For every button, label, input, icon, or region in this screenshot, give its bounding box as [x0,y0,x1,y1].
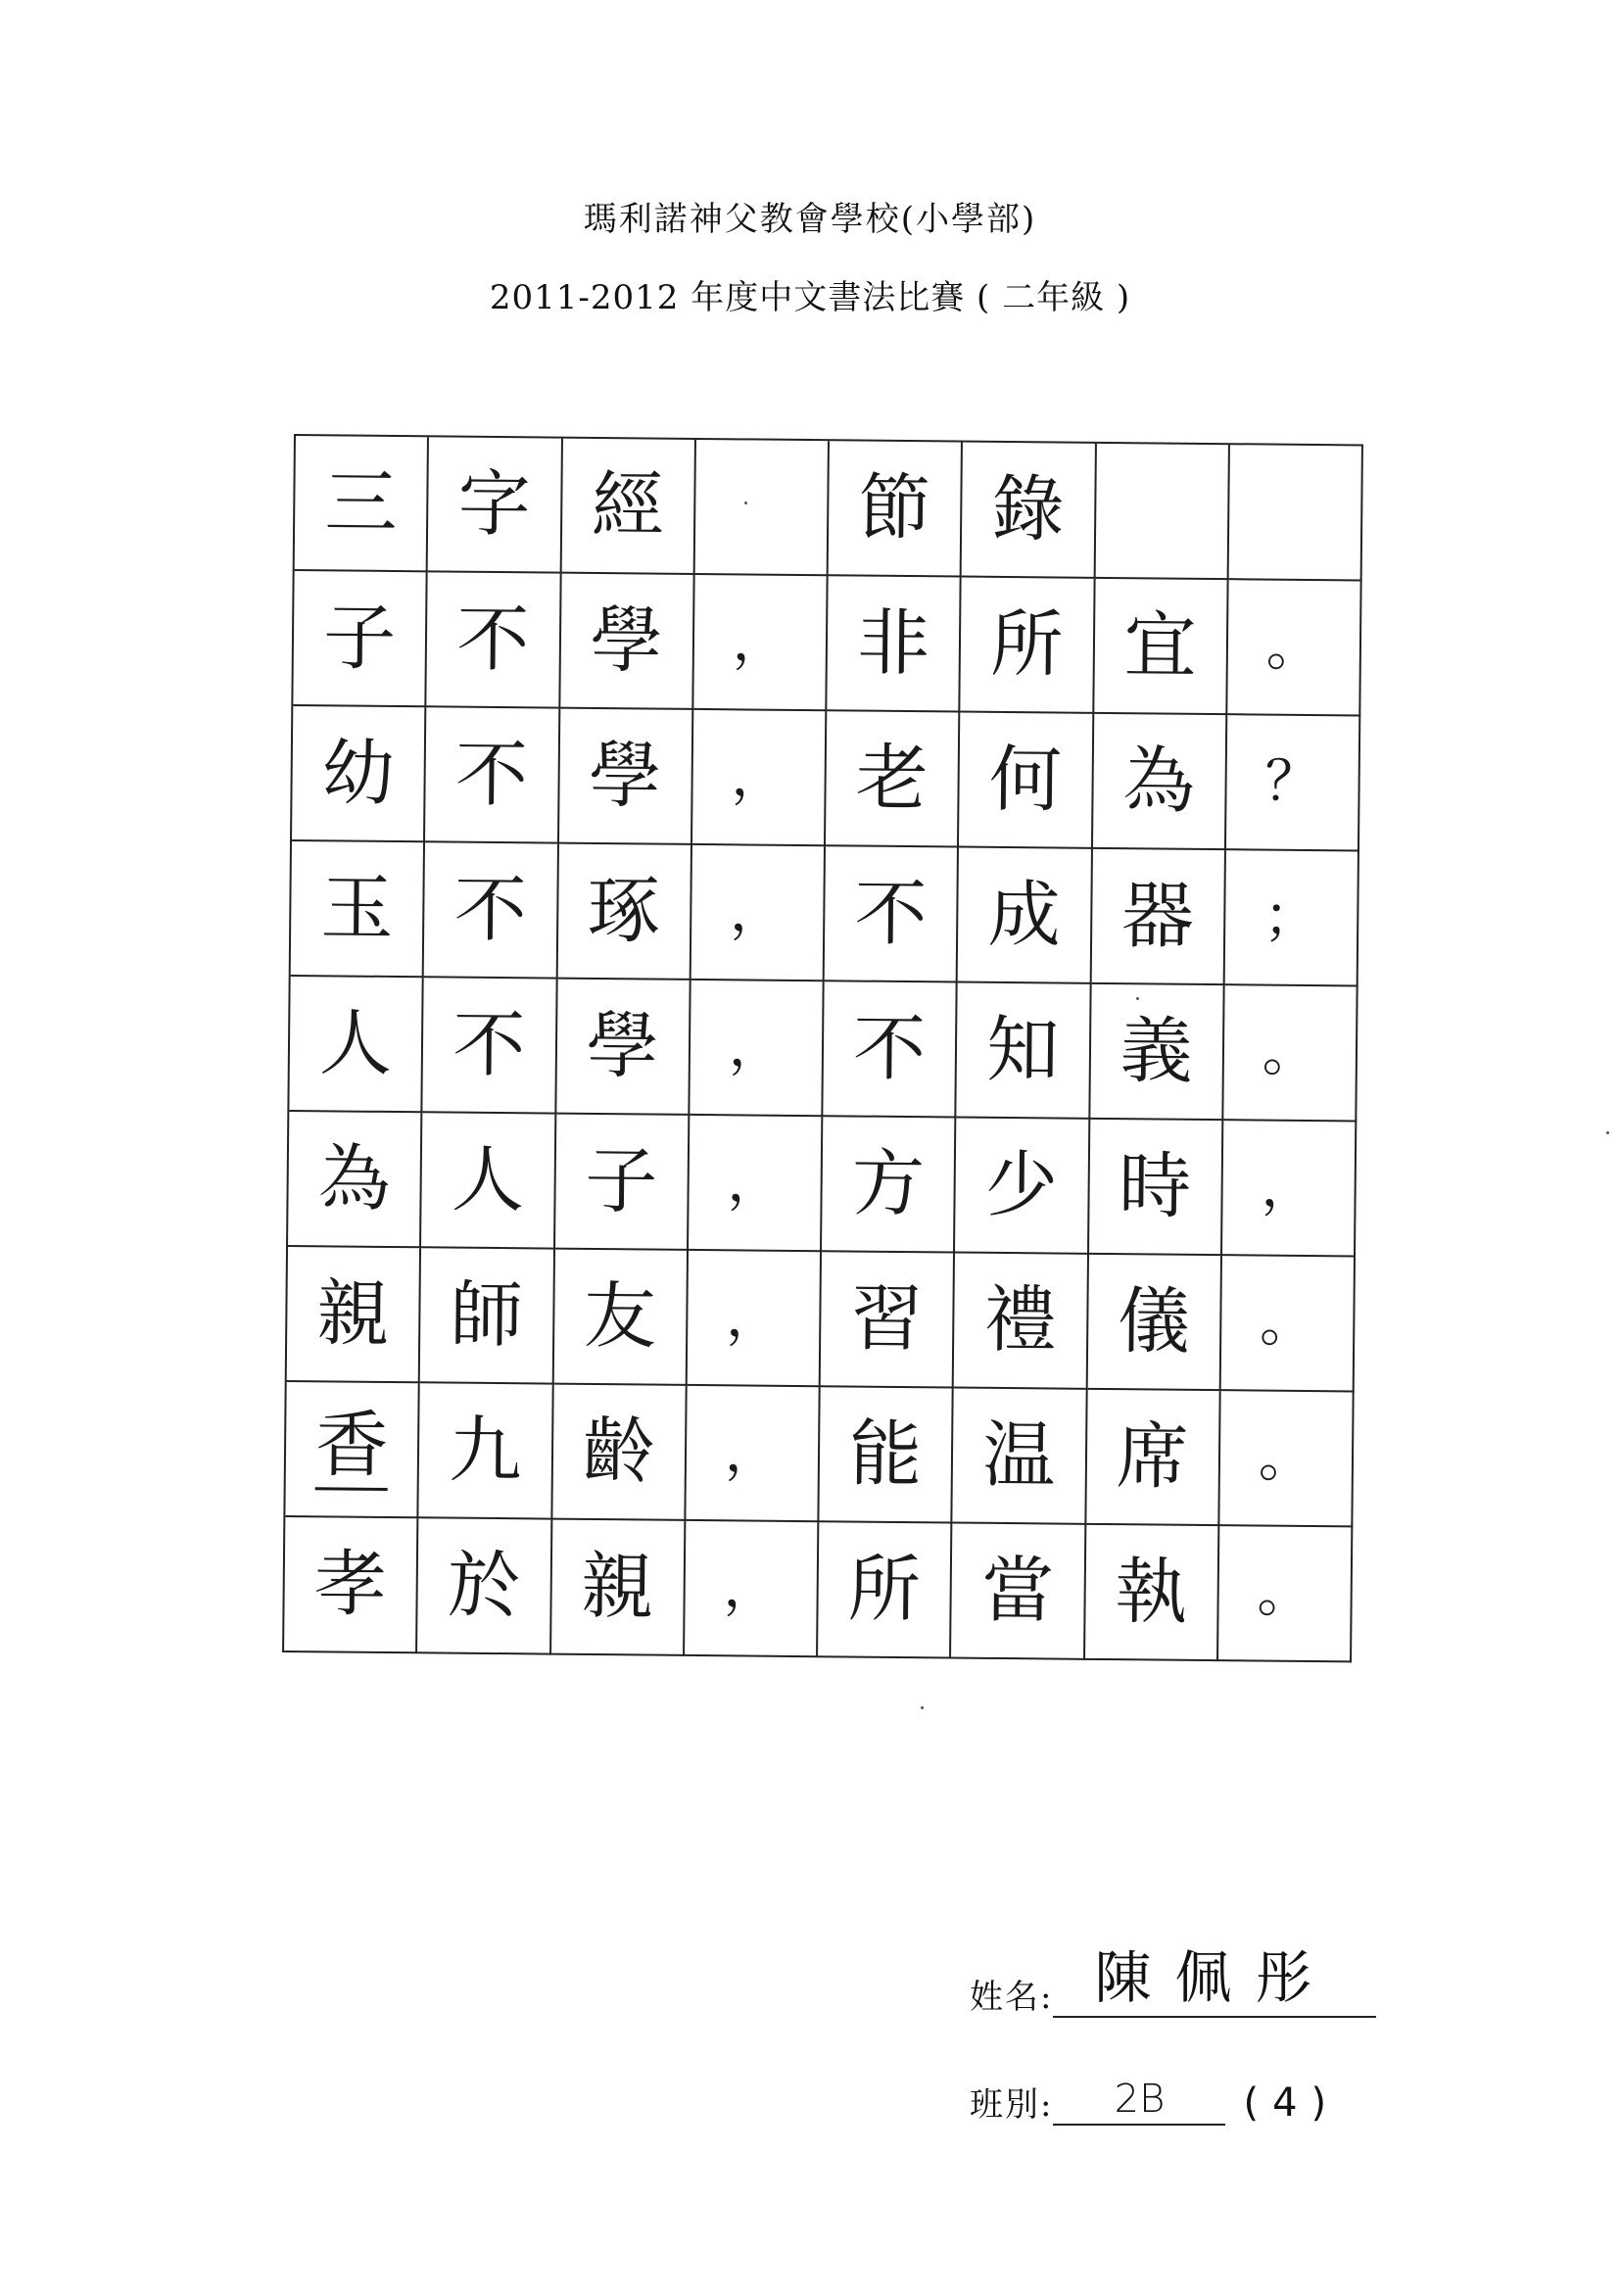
grid-char: 子 [322,596,397,682]
grid-char: 錄 [991,466,1066,552]
grid-cell [289,977,424,1113]
grid-cell [423,978,558,1114]
grid-cell [551,1520,687,1656]
grid-cell [1226,715,1361,851]
grid-cell [961,578,1096,714]
grid-cell [288,1112,423,1248]
grid-char: 不 [454,732,529,818]
class-label: 班別: [970,2085,1054,2125]
grid-cell [962,443,1097,579]
grid-cell [553,1250,689,1386]
grid-cell [959,713,1094,849]
grid-char: 。 [1258,1425,1314,1491]
grid-char: 不 [852,1006,927,1092]
grid-cell [829,441,964,577]
grid-char: 不 [453,867,528,953]
grid-char: 成 [987,872,1062,958]
class-field: 2B [1053,2067,1225,2126]
grid-char: 不 [455,597,530,683]
grid-cell [424,842,559,979]
grid-cell [561,439,696,575]
grid-char: ， [728,1015,785,1079]
grid-char: 方 [851,1141,926,1227]
grid-char: 儀 [1117,1279,1191,1364]
grid-char: 九 [449,1408,522,1494]
grid-char: ， [727,1150,783,1215]
grid-char: 香 [315,1409,389,1491]
grid-char: 琢 [587,868,661,954]
grid-cell [557,844,692,981]
grid-cell [1219,1391,1355,1527]
grid-char: 。 [1259,1290,1315,1356]
name-row [970,1944,1376,2018]
grid-char: ， [725,1285,782,1350]
grid-char: 。 [1265,614,1322,680]
paper-speck [921,1706,924,1709]
grid-char: 玉 [320,866,394,951]
grid-char: ， [723,1555,779,1620]
grid-cell [823,981,958,1118]
grid-char: 非 [856,600,930,687]
grid-char: 當 [980,1548,1055,1634]
grid-cell [285,1382,420,1518]
grid-char: 親 [316,1271,390,1357]
grid-char: 字 [457,461,532,548]
grid-char: 學 [588,733,662,819]
grid-cell [827,576,962,712]
grid-cell [1088,1120,1223,1256]
name-field: 陳佩彤 [1053,1949,1376,2018]
paper-speck [1136,997,1139,1000]
grid-char: 節 [858,465,931,551]
grid-cell [826,711,961,847]
grid-cell [291,841,426,978]
grid-cell [958,848,1093,984]
grid-char: 親 [580,1544,654,1630]
grid-char: ， [732,609,788,674]
grid-char: 齡 [582,1409,656,1495]
grid-cell [822,1117,957,1253]
grid-cell [955,1119,1090,1255]
grid-cell [685,1521,820,1657]
class-row [970,2067,1340,2126]
grid-char: 不 [854,871,928,957]
grid-cell [953,1389,1088,1525]
grid-char: ； [1263,885,1319,950]
grid-cell [690,981,825,1117]
grid-cell [425,707,560,843]
grid-cell [1087,1255,1222,1391]
grid-char: 温 [981,1412,1056,1499]
grid-char: 知 [985,1007,1060,1093]
grid-char: ， [724,1420,781,1485]
grid-char: 宜 [1123,603,1197,689]
grid-char: ， [1261,1155,1316,1220]
grid-cell [1092,714,1227,850]
class-number: (4) [1243,2081,1341,2126]
grid-char: 友 [583,1273,657,1360]
grid-cell [1095,444,1230,580]
grid-char: 三 [324,460,398,547]
grid-cell [560,574,695,710]
grid-cell [421,1113,556,1249]
grid-char: 為 [317,1136,392,1221]
grid-cell [1223,985,1358,1122]
grid-char: 習 [850,1276,924,1363]
grid-cell [555,1115,691,1251]
grid-char: ？ [1264,749,1320,815]
grid-char: 不 [452,1002,526,1088]
grid-cell [1218,1526,1354,1662]
grid-cell [428,437,563,573]
grid-cell [1086,1390,1221,1526]
grid-char: 禮 [983,1277,1058,1363]
grid-cell [292,706,427,842]
grid-cell [687,1251,822,1387]
grid-char: 時 [1118,1144,1192,1229]
grid-char: 執 [1114,1550,1188,1635]
grid-cell [951,1524,1086,1660]
grid-char: 所 [847,1547,922,1633]
grid-cell [419,1383,554,1519]
grid-cell [556,980,691,1116]
grid-cell [693,575,829,711]
grid-char: 為 [1121,739,1196,824]
grid-char: 於 [447,1543,521,1629]
grid-cell [692,710,828,846]
grid-cell [819,1387,954,1523]
grid-cell [1228,445,1363,581]
grid-char: 。 [1262,1020,1318,1085]
grid-char: 器 [1120,874,1195,959]
grid-char: 義 [1120,1009,1194,1094]
grid-cell [558,709,693,845]
grid-cell [1085,1525,1220,1661]
grid-cell [957,983,1092,1120]
grid-char: ， [729,880,786,944]
grid-char: 少 [984,1142,1059,1228]
grid-char: 人 [318,1001,393,1086]
grid-cell [552,1385,688,1521]
grid-cell [1227,580,1362,716]
grid-char: 能 [848,1411,923,1498]
grid-cell [686,1386,821,1522]
grid-char: 人 [451,1137,525,1223]
grid-cell [694,440,830,576]
grid-cell [284,1517,419,1653]
paper-speck [1606,1131,1609,1134]
grid-char: 學 [586,1003,660,1089]
grid-char: 幼 [321,731,396,817]
grid-char: 學 [590,598,664,684]
grid-cell [818,1522,953,1658]
grid-cell [420,1248,555,1384]
grid-char: 老 [855,736,929,822]
grid-cell [1090,984,1225,1121]
grid-cell [1091,849,1226,985]
grid-cell [1222,1121,1358,1257]
grid-cell [287,1247,422,1383]
grid-char: 師 [450,1272,524,1359]
school-title: 瑪利諾神父教會學校(小學部) [583,200,1037,239]
grid-char: 經 [591,462,665,549]
grid-cell [689,1116,824,1252]
grid-cell [1224,850,1359,986]
calligraphy-grid [282,434,1363,1662]
grid-cell [825,846,960,982]
grid-cell [1220,1256,1356,1392]
grid-cell [417,1518,552,1654]
grid-cell [295,436,430,572]
grid-cell [691,845,826,981]
grid-char: 何 [988,737,1063,823]
paper-speck [744,502,747,504]
grid-cell [821,1252,956,1388]
name-label: 姓名: [970,1978,1054,2017]
grid-char: 子 [584,1138,658,1224]
grid-cell [427,572,562,708]
grid-cell [293,571,428,707]
grid-char: ， [731,744,786,809]
grid-char: 孝 [313,1542,388,1627]
grid-char: 所 [989,601,1064,688]
grid-cell [1094,579,1229,715]
grid-cell [954,1254,1089,1390]
contest-title: 2011-2012 年度中文書法比賽 ( 二年級 ) [489,278,1131,317]
grid-char: 。 [1257,1560,1312,1626]
grid-char: 席 [1116,1414,1190,1500]
